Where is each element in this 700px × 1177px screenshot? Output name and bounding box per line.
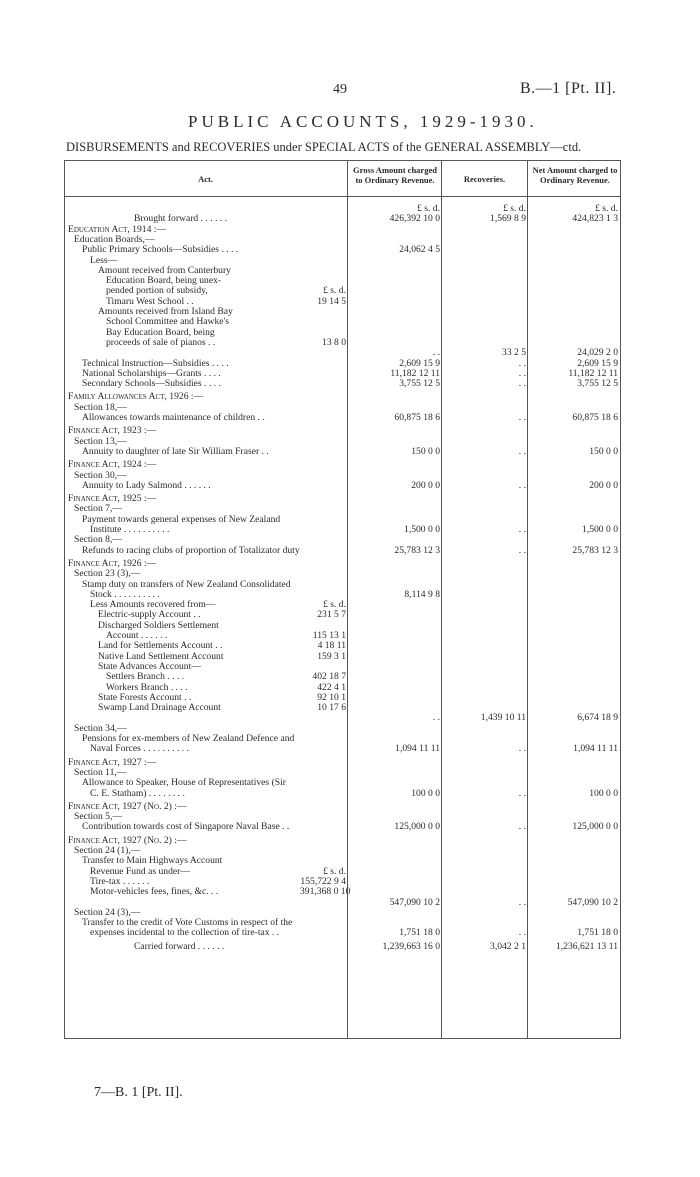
act-cell: Allowances towards maintenance of children . . xyxy=(82,412,265,423)
act-cell: Section 11,— xyxy=(74,766,127,778)
sub-amount-cell: 391,368 0 10 xyxy=(300,886,351,898)
recoveries-cell: . . xyxy=(518,367,526,379)
gross-amount-cell: 60,875 18 6 xyxy=(394,412,440,423)
act-cell: Education Act, 1914 :— xyxy=(68,223,167,235)
act-cell: Workers Branch . . . . xyxy=(106,681,188,693)
recoveries-cell: . . xyxy=(518,787,526,799)
header-bottom-rule xyxy=(64,196,621,197)
recoveries-cell: 1,439 10 11 xyxy=(480,712,526,724)
net-amount-cell: 1,094 11 11 xyxy=(573,743,618,755)
act-cell: expenses incidental to the collection of tire-tax . . xyxy=(90,927,280,939)
sub-amount-cell: 13 8 0 xyxy=(322,336,346,348)
act-cell: Native Land Settlement Account xyxy=(98,650,224,662)
act-cell: Section 24 (1),— xyxy=(74,845,141,856)
table-row xyxy=(64,525,621,536)
net-amount-cell: 6,674 18 9 xyxy=(577,712,618,724)
gross-amount-cell: 1,500 0 0 xyxy=(404,524,440,535)
table-row xyxy=(64,942,621,953)
act-cell: Section 5,— xyxy=(74,811,122,823)
net-amount-cell: 24,029 2 0 xyxy=(577,347,618,359)
recoveries-cell: . . xyxy=(518,378,526,390)
net-amount-cell: 150 0 0 xyxy=(589,445,618,457)
header-net: Net Amount charged to Ordinary Revenue. xyxy=(532,165,618,185)
act-cell: Transfer to Main Highways Account xyxy=(82,855,223,867)
act-cell: Account . . . . . . xyxy=(106,630,168,641)
net-amount-cell: £ s. d. xyxy=(595,203,618,214)
net-amount-cell: 2,609 15 9 xyxy=(577,357,618,369)
act-cell: Public Primary Schools—Subsidies . . . . xyxy=(82,244,239,256)
act-cell: Institute . . . . . . . . . . xyxy=(90,524,170,535)
act-cell: School Committee and Hawke's xyxy=(106,316,229,328)
sub-amount-cell: 159 3 1 xyxy=(317,650,346,662)
table-row xyxy=(64,413,621,424)
table-row xyxy=(64,481,621,492)
act-cell: Annuity to Lady Salmond . . . . . . xyxy=(82,479,211,491)
act-cell: Swamp Land Drainage Account xyxy=(98,702,221,714)
act-cell: Discharged Soldiers Settlement xyxy=(98,619,219,631)
act-cell: Section 30,— xyxy=(74,469,127,481)
act-cell: Amounts received from Island Bay xyxy=(98,306,233,317)
act-cell: Pensions for ex-members of New Zealand Defence and xyxy=(82,733,295,744)
act-cell: Electric-supply Account . . xyxy=(98,609,201,621)
header-act: Act. xyxy=(198,174,213,184)
gross-amount-cell: 1,094 11 11 xyxy=(395,743,440,755)
sub-amount-cell: 231 5 7 xyxy=(317,609,346,621)
act-cell: Finance Act, 1925 :— xyxy=(68,493,157,505)
gross-amount-cell: 1,239,663 16 0 xyxy=(382,940,440,952)
table-bottom-rule xyxy=(64,1038,621,1039)
table-row xyxy=(64,494,621,505)
sub-amount-cell: 155,722 9 4 xyxy=(300,875,346,887)
act-cell: Tire-tax . . . . . . xyxy=(90,875,150,887)
act-cell: proceeds of sale of pianos . . xyxy=(106,336,216,348)
recoveries-cell: 33 2 5 xyxy=(502,347,526,359)
act-cell: Transfer to the credit of Vote Customs in respect of the xyxy=(82,917,293,929)
act-cell: Family Allowances Act, 1926 :— xyxy=(68,391,204,403)
table-row xyxy=(64,887,621,898)
act-cell: Finance Act, 1927 (No. 2) :— xyxy=(68,834,187,846)
gross-amount-cell: 2,609 15 9 xyxy=(399,357,440,369)
act-cell: Brought forward . . . . . . xyxy=(134,213,227,225)
table-row xyxy=(64,758,621,769)
sub-amount-cell: £ s. d. xyxy=(323,285,346,297)
recoveries-cell: . . xyxy=(518,821,526,833)
table-row xyxy=(64,744,621,755)
act-cell: Secondary Schools—Subsidies . . . . xyxy=(82,378,221,390)
net-amount-cell: 11,182 12 11 xyxy=(568,367,618,379)
page-title: PUBLIC ACCOUNTS, 1929-1930. xyxy=(188,112,538,131)
gross-amount-cell: 3,755 12 5 xyxy=(399,378,440,390)
table-row xyxy=(64,460,621,471)
table-row xyxy=(64,789,621,800)
recoveries-cell: . . xyxy=(518,524,526,535)
act-cell: Less— xyxy=(90,254,118,266)
gross-amount-cell: 25,783 12 3 xyxy=(394,544,440,556)
act-cell: Carried forward . . . . . . xyxy=(134,940,225,952)
sub-amount-cell: 402 18 7 xyxy=(312,671,346,683)
accounts-table xyxy=(64,160,621,1060)
gross-amount-cell: 547,090 10 2 xyxy=(389,896,440,908)
act-cell: Land for Settlements Account . . xyxy=(98,640,223,652)
act-cell: Revenue Fund as under— xyxy=(90,865,190,877)
sub-amount-cell: £ s. d. xyxy=(323,599,346,611)
act-cell: National Scholarships—Grants . . . . xyxy=(82,367,221,379)
table-row xyxy=(64,447,621,458)
page-subtitle: DISBURSEMENTS and RECOVERIES under SPECIAL ACTS of the GENERAL ASSEMBLY—ctd. xyxy=(66,140,582,154)
table-row xyxy=(64,559,621,570)
act-cell: Allowance to Speaker, House of Representatives (Sir xyxy=(82,777,286,789)
gross-amount-cell: £ s. d. xyxy=(417,203,440,214)
table-top-rule xyxy=(64,160,621,161)
table-row xyxy=(64,703,621,714)
act-cell: Refunds to racing clubs of proportion of Totalizator duty xyxy=(82,544,300,556)
table-row xyxy=(64,426,621,437)
act-cell: Section 34,— xyxy=(74,722,127,734)
recoveries-cell: £ s. d. xyxy=(503,203,526,214)
act-cell: Section 24 (3),— xyxy=(74,906,141,918)
document-reference: B.—1 [Pt. II]. xyxy=(520,80,617,97)
act-cell: Section 13,— xyxy=(74,435,127,447)
net-amount-cell: 125,000 0 0 xyxy=(572,821,618,833)
gross-amount-cell: 100 0 0 xyxy=(411,787,440,799)
sub-amount-cell: 10 17 6 xyxy=(317,702,346,714)
net-amount-cell: 1,500 0 0 xyxy=(582,524,618,535)
net-amount-cell: 547,090 10 2 xyxy=(567,896,618,908)
table-row xyxy=(64,392,621,403)
act-cell: Section 18,— xyxy=(74,401,127,413)
recoveries-cell: . . xyxy=(518,412,526,423)
gross-amount-cell: 426,392 10 0 xyxy=(389,213,440,225)
act-cell: Finance Act, 1927 (No. 2) :— xyxy=(68,800,187,812)
table-row xyxy=(64,928,621,939)
net-amount-cell: 3,755 12 5 xyxy=(577,378,618,390)
table-row xyxy=(64,379,621,390)
act-cell: Stock . . . . . . . . . . xyxy=(90,588,160,600)
page-number: 49 xyxy=(333,82,347,97)
act-cell: Settlers Branch . . . . xyxy=(106,671,185,683)
act-cell: Section 7,— xyxy=(74,503,122,515)
table-row xyxy=(64,898,621,909)
act-cell: Education Board, being unex- xyxy=(106,275,222,287)
act-cell: State Advances Account— xyxy=(98,660,201,672)
gross-amount-cell: 125,000 0 0 xyxy=(394,821,440,833)
net-amount-cell: 1,236,621 13 11 xyxy=(555,940,618,952)
act-cell: Amount received from Canterbury xyxy=(98,264,231,276)
table-row xyxy=(64,822,621,833)
header-gross: Gross Amount charged to Ordinary Revenue. xyxy=(353,165,437,185)
act-cell: Payment towards general expenses of New Zealand xyxy=(82,513,281,525)
act-cell: Less Amounts recovered from— xyxy=(90,599,216,611)
sub-amount-cell: 92 10 1 xyxy=(317,691,346,703)
sub-amount-cell: £ s. d. xyxy=(323,865,346,877)
recoveries-cell: . . xyxy=(518,743,526,755)
gross-amount-cell: . . xyxy=(432,347,440,359)
sub-amount-cell: 19 14 5 xyxy=(317,295,346,307)
recoveries-cell: . . xyxy=(518,927,526,939)
act-cell: Timaru West School . . xyxy=(106,295,194,307)
act-cell: Finance Act, 1923 :— xyxy=(68,425,157,437)
act-cell: Contribution towards cost of Singapore Naval Base . . xyxy=(82,821,290,833)
gross-amount-cell: 200 0 0 xyxy=(411,479,440,491)
sub-amount-cell: 115 13 1 xyxy=(312,630,346,641)
table-row xyxy=(64,546,621,557)
recoveries-cell: . . xyxy=(518,479,526,491)
sub-amount-cell: 422 4 1 xyxy=(317,681,346,693)
act-cell: C. E. Statham) . . . . . . . . xyxy=(90,787,185,799)
gross-amount-cell: 24,062 4 5 xyxy=(399,244,440,256)
recoveries-cell: . . xyxy=(518,896,526,908)
act-cell: Bay Education Board, being xyxy=(106,326,215,338)
gross-amount-cell: 8,114 9 8 xyxy=(404,588,440,600)
table-row xyxy=(64,836,621,847)
act-cell: Naval Forces . . . . . . . . . . xyxy=(90,743,189,755)
table-row xyxy=(64,802,621,813)
net-amount-cell: 1,751 18 0 xyxy=(577,927,618,939)
act-cell: Technical Instruction—Subsidies . . . . xyxy=(82,357,229,369)
gross-amount-cell: . . xyxy=(432,712,440,724)
gross-amount-cell: 150 0 0 xyxy=(411,445,440,457)
gross-amount-cell: 11,182 12 11 xyxy=(390,367,440,379)
act-cell: Annuity to daughter of late Sir William Fraser . . xyxy=(82,445,269,457)
net-amount-cell: 60,875 18 6 xyxy=(572,412,618,423)
act-cell: Finance Act, 1926 :— xyxy=(68,557,157,569)
act-cell: Finance Act, 1924 :— xyxy=(68,459,157,471)
act-cell: Stamp duty on transfers of New Zealand Consolidated xyxy=(82,578,291,590)
net-amount-cell: 200 0 0 xyxy=(589,479,618,491)
recoveries-cell: . . xyxy=(518,445,526,457)
recoveries-cell: 1,569 8 9 xyxy=(490,213,526,225)
net-amount-cell: 100 0 0 xyxy=(589,787,618,799)
gross-amount-cell: 1,751 18 0 xyxy=(399,927,440,939)
net-amount-cell: 25,783 12 3 xyxy=(572,544,618,556)
act-cell: State Forests Account . . xyxy=(98,691,192,703)
act-cell: Section 8,— xyxy=(74,534,122,546)
header-recoveries: Recoveries. xyxy=(463,174,506,184)
sub-amount-cell: 4 18 11 xyxy=(317,640,346,652)
recoveries-cell: 3,042 2 1 xyxy=(490,940,526,952)
act-cell: Finance Act, 1927 :— xyxy=(68,756,157,768)
recoveries-cell: . . xyxy=(518,544,526,556)
table-row xyxy=(64,245,621,256)
act-cell: pended portion of subsidy, xyxy=(106,285,208,297)
page-footer: 7—B. 1 [Pt. II]. xyxy=(94,1085,183,1100)
net-amount-cell: 424,823 1 3 xyxy=(572,213,618,225)
act-cell: Section 23 (3),— xyxy=(74,568,141,580)
act-cell: Education Boards,— xyxy=(74,233,155,245)
table-row xyxy=(64,713,621,724)
act-cell: Motor-vehicles fees, fines, &c. . . xyxy=(90,886,219,898)
recoveries-cell: . . xyxy=(518,357,526,369)
table-row xyxy=(64,338,621,349)
